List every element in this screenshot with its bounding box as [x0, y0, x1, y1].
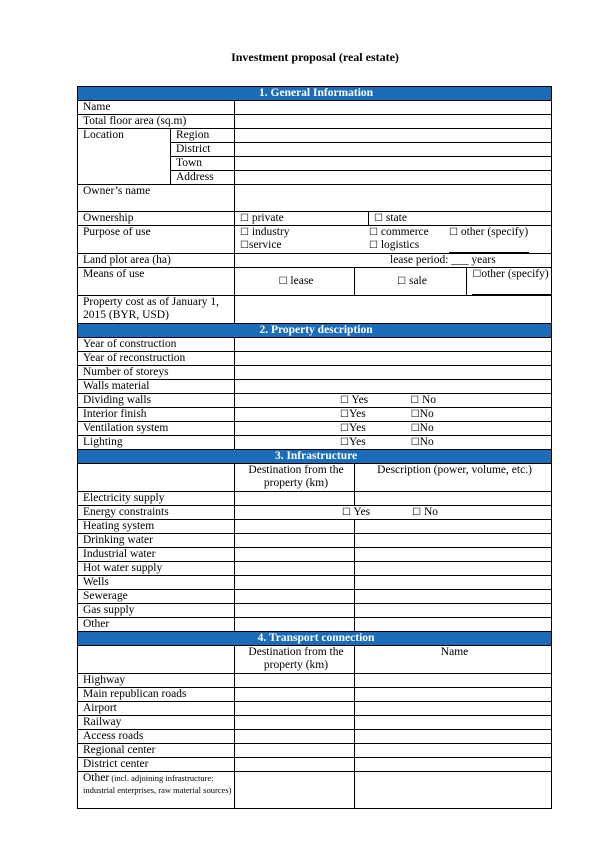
label-location: Location [78, 129, 171, 185]
field-district[interactable] [235, 143, 552, 157]
checkbox-icon[interactable]: ☐ [240, 213, 249, 224]
checkbox-icon[interactable]: ☐ [449, 227, 458, 238]
row-floor-area [78, 115, 552, 129]
field-town[interactable] [235, 157, 552, 171]
col-destination: Destination from the property (km) [235, 464, 355, 492]
option-other[interactable]: ☐ other (specify) [449, 226, 529, 238]
row-year-reconstruction [78, 352, 552, 366]
field-electricity-description[interactable] [355, 492, 552, 506]
label-name: Name [78, 101, 235, 115]
yes-no-lighting: ☐Yes ☐No [235, 436, 552, 450]
checkbox-icon[interactable]: ☐ [374, 213, 383, 224]
field-storeys[interactable] [235, 366, 552, 380]
label-gas-supply: Gas supply [78, 604, 235, 618]
label-energy-constraints: Energy constraints [78, 506, 235, 520]
row-industrial-water [78, 548, 552, 562]
label-district: District [171, 143, 235, 157]
label-infra-other: Other [78, 618, 235, 632]
row-infra-other [78, 618, 552, 632]
section-general-header: 1. General Information [78, 87, 552, 101]
checkbox-icon[interactable]: ☐ [369, 240, 378, 251]
label-drinking-water: Drinking water [78, 534, 235, 548]
checkbox-icon[interactable]: ☐ [240, 227, 249, 238]
row-ventilation [78, 422, 552, 436]
row-drinking-water [78, 534, 552, 548]
checkbox-icon[interactable]: ☐ [410, 409, 420, 420]
label-railway: Railway [78, 716, 235, 730]
row-transport-other [78, 772, 552, 809]
row-region [78, 129, 552, 143]
label-region: Region [171, 129, 235, 143]
label-walls: Walls material [78, 380, 235, 394]
row-ownership [78, 212, 552, 226]
label-owner-name: Owner’s name [78, 185, 235, 212]
row-infra-columns [78, 464, 552, 492]
row-airport [78, 702, 552, 716]
row-district-center [78, 758, 552, 772]
col-description: Description (power, volume, etc.) [355, 464, 552, 492]
yes-no-interior: ☐Yes ☐No [235, 408, 552, 422]
checkbox-icon[interactable]: ☐ [412, 507, 422, 518]
row-main-roads [78, 688, 552, 702]
row-storeys [78, 366, 552, 380]
label-highway: Highway [78, 674, 235, 688]
label-address: Address [171, 171, 235, 185]
label-regional-center: Regional center [78, 744, 235, 758]
row-owner-name [78, 185, 552, 212]
row-electricity [78, 492, 552, 506]
option-lease[interactable]: ☐ lease [235, 268, 355, 296]
label-year-reconstruction: Year of reconstruction [78, 352, 235, 366]
field-address[interactable] [235, 171, 552, 185]
label-dividing-walls: Dividing walls [78, 394, 235, 408]
field-purpose [235, 226, 552, 254]
field-land-plot[interactable] [235, 254, 552, 268]
row-access-roads [78, 730, 552, 744]
option-state[interactable]: ☐ state [369, 212, 552, 226]
field-year-reconstruction[interactable] [235, 352, 552, 366]
label-property-cost: Property cost as of January 1, 2015 (BYR, USD) [78, 296, 235, 324]
label-interior-finish: Interior finish [78, 408, 235, 422]
row-interior-finish [78, 408, 552, 422]
row-regional-center [78, 744, 552, 758]
option-other-means[interactable]: ☐other (specify) [467, 268, 552, 296]
checkbox-icon[interactable]: ☐ [340, 437, 349, 448]
section-infrastructure-header: 3. Infrastructure [78, 450, 552, 464]
label-lighting: Lighting [78, 436, 235, 450]
label-main-roads: Main republican roads [78, 688, 235, 702]
row-walls [78, 380, 552, 394]
option-sale[interactable]: ☐ sale [355, 268, 467, 296]
label-hot-water: Hot water supply [78, 562, 235, 576]
row-gas-supply [78, 604, 552, 618]
row-highway [78, 674, 552, 688]
label-industrial-water: Industrial water [78, 548, 235, 562]
checkbox-icon[interactable]: ☐ [278, 276, 288, 287]
field-owner-name[interactable] [235, 185, 552, 212]
label-ownership: Ownership [78, 212, 235, 226]
field-floor-area[interactable] [235, 115, 552, 129]
row-heating [78, 520, 552, 534]
label-access-roads: Access roads [78, 730, 235, 744]
label-town: Town [171, 157, 235, 171]
checkbox-icon[interactable]: ☐ [397, 276, 407, 287]
row-year-construction [78, 338, 552, 352]
row-sewerage [78, 590, 552, 604]
checkbox-icon[interactable]: ☐ [472, 269, 482, 280]
section-transport-header: 4. Transport connection [78, 632, 552, 646]
label-district-center: District center [78, 758, 235, 772]
row-lighting [78, 436, 552, 450]
checkbox-icon[interactable]: ☐ [410, 395, 420, 406]
checkbox-icon[interactable]: ☐ [340, 423, 349, 434]
section-property-header: 2. Property description [78, 324, 552, 338]
field-property-cost[interactable] [235, 296, 552, 324]
label-transport-other: Other (incl. adjoining infrastructure: industrial enterprises, raw material sources) [78, 772, 235, 809]
row-railway [78, 716, 552, 730]
other-specify-line[interactable] [449, 239, 529, 253]
row-transport-columns [78, 646, 552, 674]
option-logistics[interactable]: ☐ logistics [369, 239, 420, 251]
option-commerce[interactable]: ☐ commerce [369, 226, 429, 238]
label-purpose: Purpose of use [78, 226, 235, 254]
row-hot-water [78, 562, 552, 576]
row-purpose [78, 226, 552, 254]
option-service[interactable]: ☐service [240, 239, 282, 251]
field-walls[interactable] [235, 380, 552, 394]
field-name[interactable] [235, 101, 552, 115]
field-electricity-destination[interactable] [235, 492, 355, 506]
checkbox-icon[interactable]: ☐ [369, 227, 378, 238]
col-transport-name: Name [355, 646, 552, 674]
row-dividing-walls [78, 394, 552, 408]
checkbox-icon[interactable]: ☐ [410, 423, 420, 434]
label-electricity: Electricity supply [78, 492, 235, 506]
option-industry[interactable]: ☐ industry [240, 226, 290, 238]
label-heating: Heating system [78, 520, 235, 534]
row-means [78, 268, 552, 296]
row-name [78, 101, 552, 115]
label-floor-area: Total floor area (sq.m) [78, 115, 235, 129]
yes-no-dividing: ☐ Yes ☐ No [235, 394, 552, 408]
checkbox-icon[interactable]: ☐ [340, 409, 349, 420]
other-means-line[interactable] [472, 281, 552, 295]
yes-no-ventilation: ☐Yes ☐No [235, 422, 552, 436]
label-airport: Airport [78, 702, 235, 716]
field-year-construction[interactable] [235, 338, 552, 352]
label-sewerage: Sewerage [78, 590, 235, 604]
label-land-plot: Land plot area (ha) [78, 254, 235, 268]
label-storeys: Number of storeys [78, 366, 235, 380]
yes-no-energy: ☐ Yes ☐ No [235, 506, 552, 520]
row-land-plot [78, 254, 552, 268]
checkbox-icon[interactable]: ☐ [342, 507, 351, 518]
lease-period-label: lease period: ___ years [390, 254, 496, 266]
document-title: Investment proposal (real estate) [231, 50, 399, 64]
option-private[interactable]: ☐ private [235, 212, 369, 226]
label-wells: Wells [78, 576, 235, 590]
row-energy-constraints [78, 506, 552, 520]
row-wells [78, 576, 552, 590]
field-region[interactable] [235, 129, 552, 143]
checkbox-icon[interactable]: ☐ [240, 240, 249, 251]
label-ventilation: Ventilation system [78, 422, 235, 436]
label-year-construction: Year of construction [78, 338, 235, 352]
label-means: Means of use [78, 268, 235, 296]
checkbox-icon[interactable]: ☐ [340, 395, 349, 406]
checkbox-icon[interactable]: ☐ [410, 437, 420, 448]
col-transport-destination: Destination from the property (km) [235, 646, 355, 674]
row-property-cost [78, 296, 552, 324]
investment-form [77, 86, 552, 809]
